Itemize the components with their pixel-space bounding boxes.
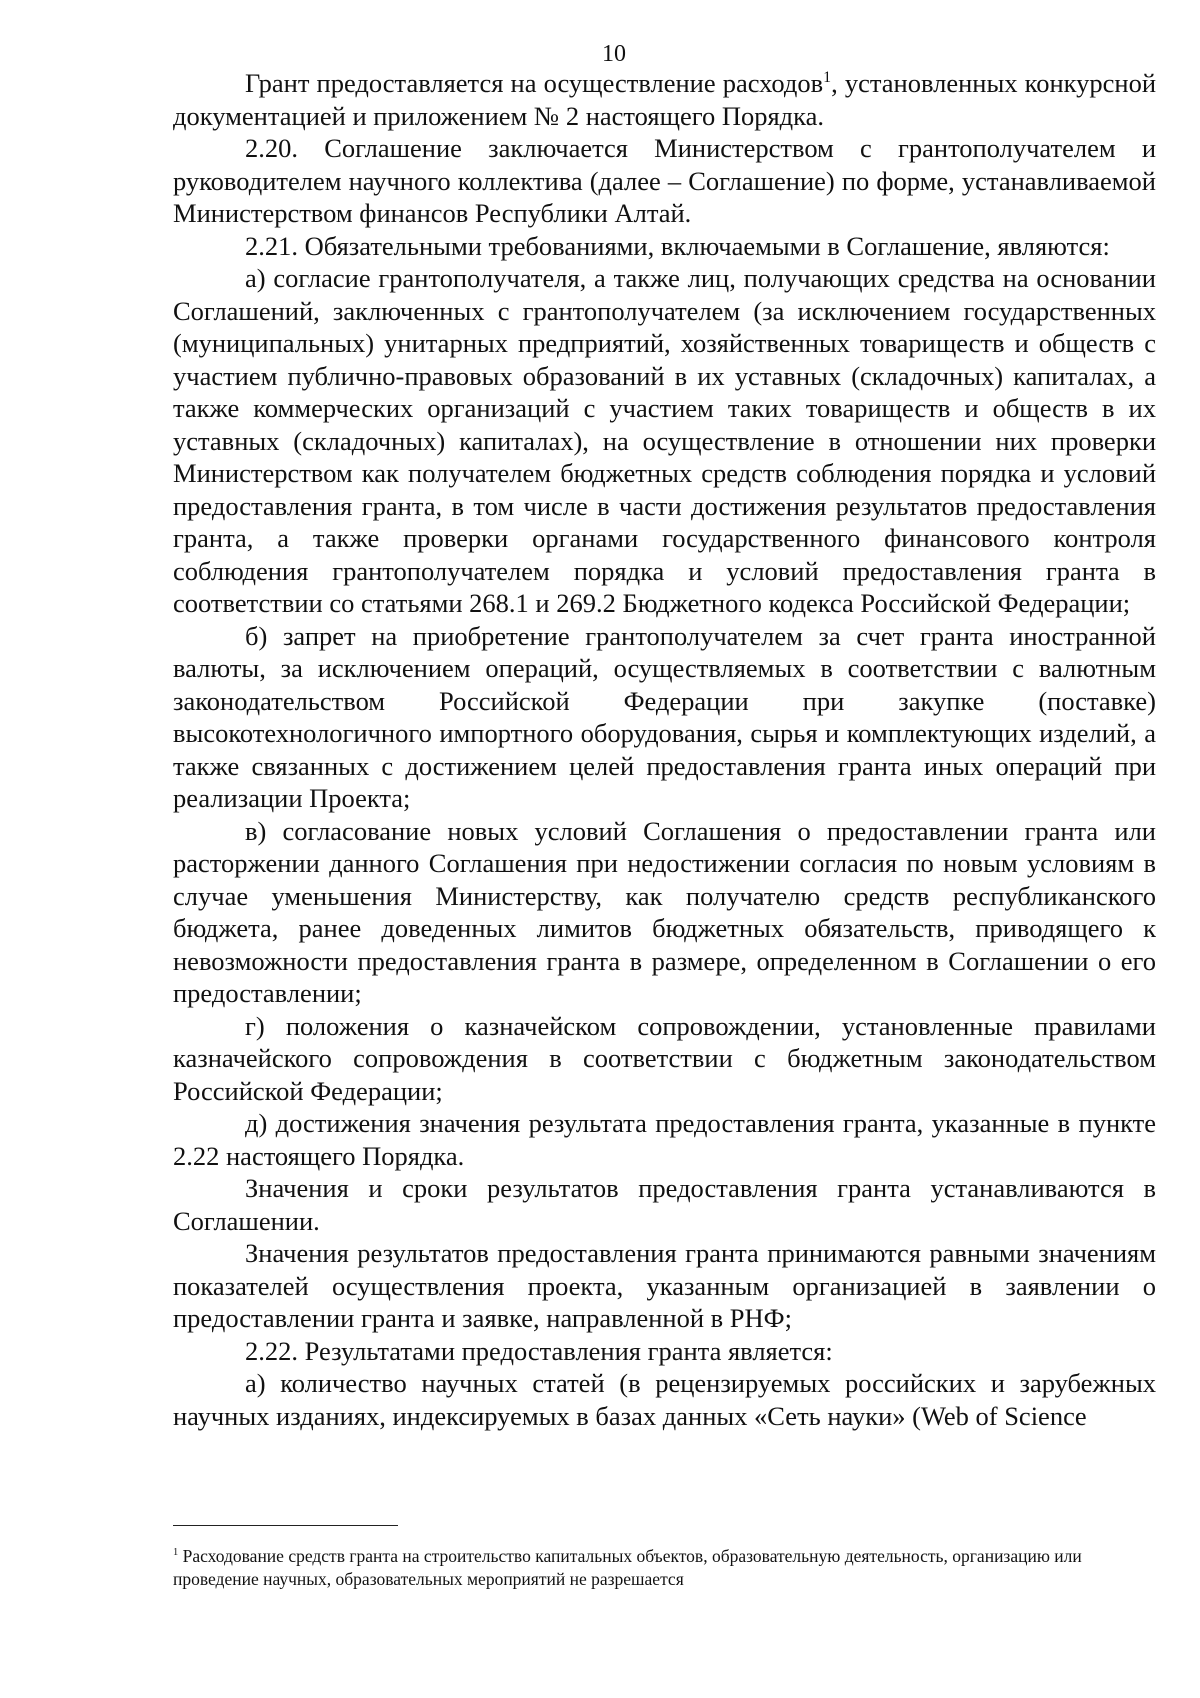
paragraph-text-continued: , установленных конкурсной документацией и приложением № 2 настоящего Порядка. xyxy=(173,68,1156,131)
footnote-separator xyxy=(173,1525,398,1526)
paragraph-2-21: 2.21. Обязательными требованиями, включаемыми в Соглашение, являются: xyxy=(245,230,1110,261)
paragraph-2-22-a: а) количество научных статей (в рецензируемых российских и зарубежных научных изданиях, индексируемых в базах данных «Сеть науки» (Web of Science xyxy=(173,1368,1156,1431)
page-number: 10 xyxy=(602,41,626,67)
paragraph-text: Грант предоставляется на осуществление расходов xyxy=(245,68,824,98)
paragraph-grant-expenses xyxy=(173,67,1156,132)
paragraph-results-values: Значения результатов предоставления гранта принимаются равными значениям показателей осуществления проекта, указанным организацией в заявлении о предоставлении гранта и заявке, направленной в РНФ; xyxy=(173,1238,1156,1333)
paragraph-2-20: 2.20. Соглашение заключается Министерством с грантополучателем и руководителем научного коллектива (далее – Соглашение) по форме, устанавливаемой Министерством финансов Республики Алтай. xyxy=(173,133,1156,228)
footnote-reference[interactable]: 1 xyxy=(823,69,832,87)
paragraph-2-21-b: б) запрет на приобретение грантополучателем за счет гранта иностранной валюты, за исключением операций, осуществляемых в соответствии с валютным законодательством Российской Федерации при закупке (поставке) высокотехнологичного импортного оборудования, сырья и комплектующих изделий, а также связанных с достижением целей предоставления гранта иных операций при реализации Проекта; xyxy=(173,620,1156,813)
footnote-text: Расходование средств гранта на строительство капитальных объектов, образовательную деятельность, организацию или проведение научных, образовательных мероприятий не разрешается xyxy=(173,1546,1082,1589)
footnote-text-block xyxy=(173,1545,1156,1591)
paragraph-2-21-a: а) согласие грантополучателя, а также лиц, получающих средства на основании Соглашений, заключенных с грантополучателем (за исключением государственных (муниципальных) унитарных предприятий, хозяйственных товариществ и обществ с участием публично-правовых образований в их уставных (складочных) капиталах, а также коммерческих организаций с участием таких товариществ и обществ в их уставных (складочных) капиталах), на осуществление в отношении них проверки Министерством как получателем бюджетных средств соблюдения порядка и условий предоставления гранта, в том числе в части достижения результатов предоставления гранта, а также проверки органами государственного финансового контроля соблюдения грантополучателем порядка и условий предоставления гранта в соответствии со статьями 268.1 и 269.2 Бюджетного кодекса Российской Федерации; xyxy=(173,263,1156,618)
footnote xyxy=(173,1545,1156,1591)
paragraph-2-22: 2.22. Результатами предоставления гранта является: xyxy=(245,1335,833,1366)
document-body xyxy=(173,67,1156,1432)
paragraph-results-timing: Значения и сроки результатов предоставления гранта устанавливаются в Соглашении. xyxy=(173,1173,1156,1236)
paragraph-2-21-g: г) положения о казначейском сопровождении, установленные правилами казначейского сопровождения в соответствии с бюджетным законодательством Российской Федерации; xyxy=(173,1010,1156,1106)
paragraph-2-21-v: в) согласование новых условий Соглашения о предоставлении гранта или расторжении данного Соглашения при недостижении согласия по новым условиям в случае уменьшения Министерству, как получателю средств республиканского бюджета, ранее доведенных лимитов бюджетных обязательств, приводящего к невозможности предоставления гранта в размере, определенном в Соглашении о его предоставлении; xyxy=(173,815,1156,1008)
paragraph-2-21-d: д) достижения значения результата предоставления гранта, указанные в пункте 2.22 настоящего Порядка. xyxy=(173,1108,1156,1171)
footnote-marker: 1 xyxy=(173,1547,179,1559)
